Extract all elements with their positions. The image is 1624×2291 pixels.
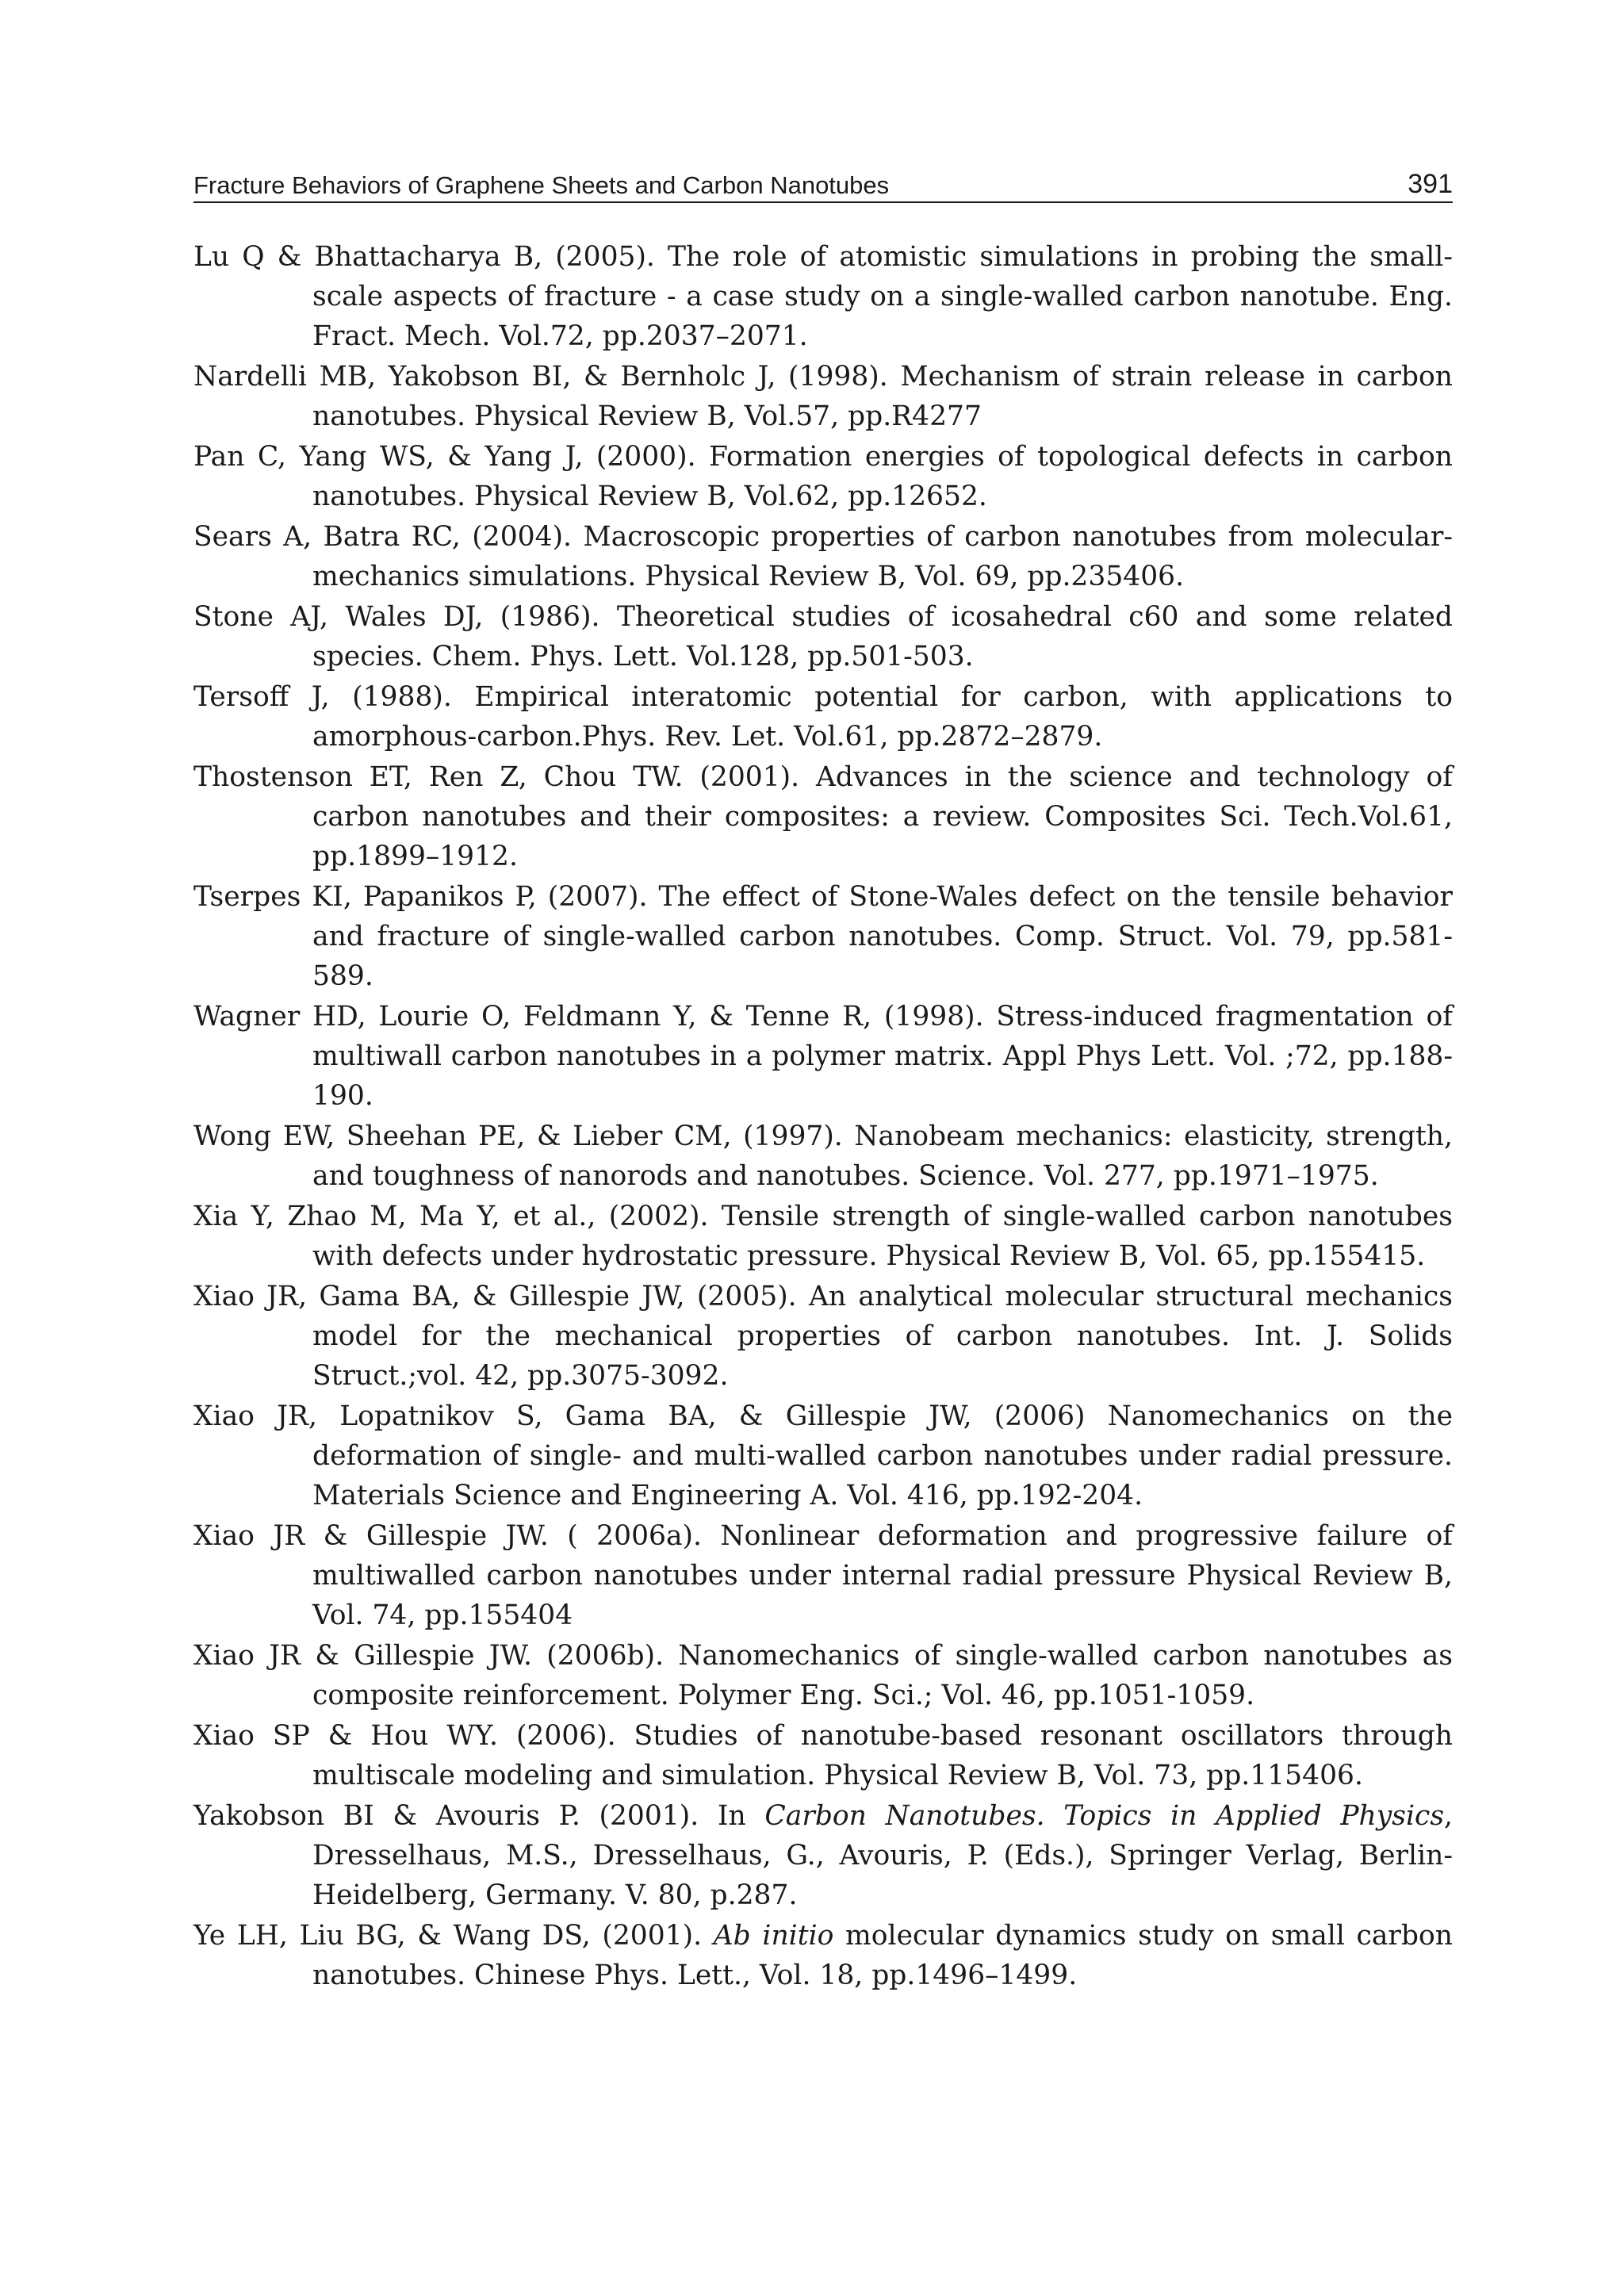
reference-entry (193, 597, 1453, 676)
reference-text: Xiao JR & Gillespie JW. (2006b). Nanomechanics of single-walled carbon nanotubes as composite reinforcement. Polymer Eng. Sci.; Vol. 46, pp.1051-1059. (193, 1640, 1453, 1711)
reference-text: molecular dynamics study on small carbon nanotubes. Chinese Phys. Lett., Vol. 18, pp.1496–1499. (312, 1920, 1453, 1991)
reference-text: Nardelli MB, Yakobson BI, & Bernholc J, (1998). Mechanism of strain release in carbon nanotubes. Physical Review B, Vol.57, pp.R4277 (193, 361, 1453, 432)
reference-text: Lu Q & Bhattacharya B, (2005). The role of atomistic simulations in probing the small-scale aspects of fracture - a case study on a single-walled carbon nanotube. Eng. Fract. Mech. Vol.72, pp.2037–2071. (193, 241, 1453, 352)
reference-text: Xia Y, Zhao M, Ma Y, et al., (2002). Tensile strength of single-walled carbon nanotubes with defects under hydrostatic pressure. Physical Review B, Vol. 65, pp.155415. (193, 1201, 1453, 1272)
reference-text: Wong EW, Sheehan PE, & Lieber CM, (1997). Nanobeam mechanics: elasticity, strength, and toughness of nanorods and nanotubes. Science. Vol. 277, pp.1971–1975. (193, 1121, 1453, 1192)
page-number: 391 (1408, 169, 1453, 199)
reference-entry (193, 1277, 1453, 1396)
reference-text: Pan C, Yang WS, & Yang J, (2000). Formation energies of topological defects in carbon nanotubes. Physical Review B, Vol.62, pp.12652. (193, 441, 1453, 512)
reference-text: Xiao JR & Gillespie JW. ( 2006a). Nonlinear deformation and progressive failure of multiwalled carbon nanotubes under internal radial pressure Physical Review B, Vol. 74, pp.155404 (193, 1520, 1453, 1631)
reference-text: Xiao SP & Hou WY. (2006). Studies of nanotube-based resonant oscillators through multiscale modeling and simulation. Physical Review B, Vol. 73, pp.115406. (193, 1720, 1453, 1791)
reference-text: Tserpes KI, Papanikos P, (2007). The effect of Stone-Wales defect on the tensile behavior and fracture of single-walled carbon nanotubes. Comp. Struct. Vol. 79, pp.581-589. (193, 881, 1453, 992)
reference-text: Ye LH, Liu BG, & Wang DS, (2001). (193, 1920, 714, 1952)
reference-entry (193, 757, 1453, 876)
reference-italic-text: Carbon Nanotubes. Topics in Applied Physics (764, 1800, 1445, 1832)
reference-entry (193, 1396, 1453, 1515)
reference-text: Sears A, Batra RC, (2004). Macroscopic properties of carbon nanotubes from molecular-mechanics simulations. Physical Review B, Vol. 69, pp.235406. (193, 521, 1453, 592)
reference-entry (193, 437, 1453, 516)
reference-entry (193, 1516, 1453, 1635)
reference-entry (193, 517, 1453, 596)
reference-entry (193, 357, 1453, 436)
reference-entry (193, 877, 1453, 996)
reference-text: Xiao JR, Lopatnikov S, Gama BA, & Gillespie JW, (2006) Nanomechanics on the deformation of single- and multi-walled carbon nanotubes under radial pressure. Materials Science and Engineering A. Vol. 416, pp.192-204. (193, 1400, 1453, 1511)
reference-entry (193, 1197, 1453, 1276)
reference-text: Tersoff J, (1988). Empirical interatomic potential for carbon, with applications to amorphous-carbon.Phys. Rev. Let. Vol.61, pp.2872–2879. (193, 681, 1453, 753)
reference-list (193, 237, 1453, 1996)
reference-text: Wagner HD, Lourie O, Feldmann Y, & Tenne R, (1998). Stress-induced fragmentation of multiwall carbon nanotubes in a polymer matrix. Appl Phys Lett. Vol. ;72, pp.188-190. (193, 1001, 1453, 1112)
reference-text: Yakobson BI & Avouris P. (2001). In (193, 1800, 765, 1832)
reference-entry (193, 997, 1453, 1116)
page-header (193, 165, 1453, 203)
reference-text: Thostenson ET, Ren Z, Chou TW. (2001). Advances in the science and technology of carbon nanotubes and their composites: a review. Composites Sci. Tech.Vol.61, pp.1899–1912. (193, 761, 1453, 872)
reference-text: , Dresselhaus, M.S., Dresselhaus, G., Avouris, P. (Eds.), Springer Verlag, Berlin-Heidelberg, Germany. V. 80, p.287. (312, 1800, 1453, 1911)
reference-entry (193, 1796, 1453, 1915)
reference-entry (193, 1916, 1453, 1995)
reference-entry (193, 1716, 1453, 1795)
reference-entry (193, 1117, 1453, 1196)
reference-text: Stone AJ, Wales DJ, (1986). Theoretical studies of icosahedral c60 and some related species. Chem. Phys. Lett. Vol.128, pp.501-503. (193, 601, 1453, 672)
reference-entry (193, 237, 1453, 356)
reference-entry (193, 1636, 1453, 1715)
reference-entry (193, 677, 1453, 757)
reference-text: Xiao JR, Gama BA, & Gillespie JW, (2005). An analytical molecular structural mechanics model for the mechanical properties of carbon nanotubes. Int. J. Solids Struct.;vol. 42, pp.3075-3092. (193, 1281, 1453, 1392)
running-title: Fracture Behaviors of Graphene Sheets and Carbon Nanotubes (193, 171, 890, 199)
reference-italic-text: Ab initio (713, 1920, 834, 1952)
